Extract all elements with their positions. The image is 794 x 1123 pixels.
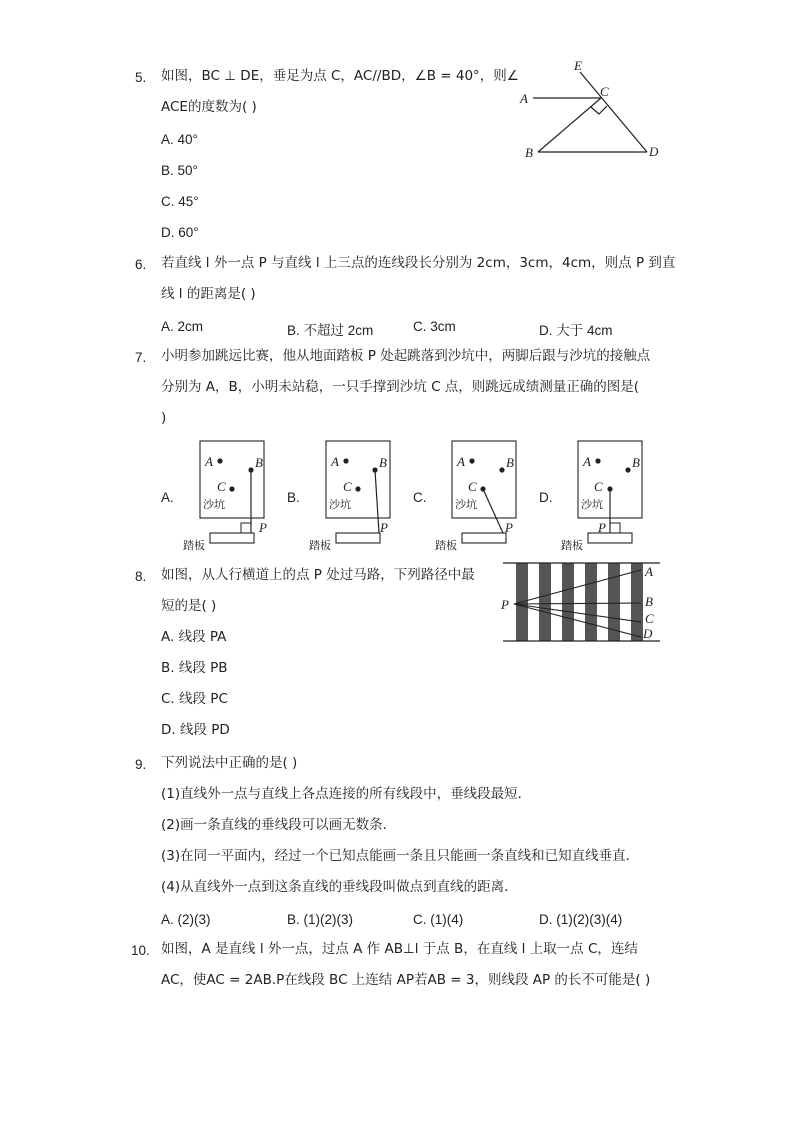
q8-number: 8. xyxy=(135,569,147,584)
q10-stem-line2: AC，使AC = 2AB.P在线段 BC 上连结 AP若AB = 3，则线段 AP 的长不可能是( ) xyxy=(161,972,651,988)
q8-option-d[interactable]: D. 线段 PD xyxy=(161,722,230,738)
q10-number: 10. xyxy=(131,943,150,958)
q7d-label-b: B xyxy=(632,455,640,470)
q7a-label-pit: 沙坑 xyxy=(203,498,225,511)
q7b-label-b: B xyxy=(379,455,387,470)
q5-label-e: E xyxy=(574,58,582,73)
q5-option-a[interactable]: A. 40° xyxy=(161,132,198,147)
q9-statement-1: (1)直线外一点与直线上各点连接的所有线段中，垂线段最短． xyxy=(161,786,532,802)
q5-stem-line2: ACE的度数为( ) xyxy=(161,99,257,115)
q10-stem-line1: 如图，A 是直线 l 外一点，过点 A 作 AB⊥l 于点 B，在直线 l 上取一点 C，连结 xyxy=(161,941,638,957)
q6-stem-line1: 若直线 l 外一点 P 与直线 l 上三点的连线段长分别为 2cm，3cm，4cm，则点 P 到直 xyxy=(161,255,676,271)
q6-option-a[interactable]: A. 2cm xyxy=(161,319,204,334)
q7b-label-c: C xyxy=(343,479,352,494)
q8-stem-line1: 如图，从人行横道上的点 P 处过马路，下列路径中最 xyxy=(161,567,475,583)
q5-label-b: B xyxy=(525,145,533,160)
q7d-label-board: 踏板 xyxy=(561,539,583,552)
q9-number: 9. xyxy=(135,757,147,772)
q7-option-d[interactable]: D. xyxy=(539,490,553,505)
q5-option-d[interactable]: D. 60° xyxy=(161,225,199,240)
q8-label-a: A xyxy=(645,564,653,579)
q6-option-b[interactable]: B. 不超过 2cm xyxy=(287,323,374,338)
q7d-label-pit: 沙坑 xyxy=(581,498,603,511)
q9-option-b[interactable]: B. (1)(2)(3) xyxy=(287,912,354,927)
q7c-label-c: C xyxy=(468,479,477,494)
q7c-label-p: P xyxy=(505,520,513,535)
q7-stem-line3: ) xyxy=(161,410,167,426)
q8-option-a[interactable]: A. 线段 PA xyxy=(161,629,227,645)
q8-stem-line2: 短的是( ) xyxy=(161,598,217,614)
q5-label-d: D xyxy=(649,144,659,159)
q7b-label-board: 踏板 xyxy=(309,539,331,552)
q7c-label-board: 踏板 xyxy=(435,539,457,552)
q7d-label-c: C xyxy=(594,479,603,494)
q5-number: 5. xyxy=(135,70,147,85)
q7a-label-c: C xyxy=(217,479,226,494)
q8-option-b[interactable]: B. 线段 PB xyxy=(161,660,228,676)
q7-option-c[interactable]: C. xyxy=(413,490,427,505)
q9-stem: 下列说法中正确的是( ) xyxy=(161,755,298,771)
q9-option-d[interactable]: D. (1)(2)(3)(4) xyxy=(539,912,623,927)
q7-option-a[interactable]: A. xyxy=(161,490,174,505)
q6-number: 6. xyxy=(135,257,147,272)
q7c-label-pit: 沙坑 xyxy=(455,498,477,511)
q7c-label-b: B xyxy=(506,455,514,470)
q9-option-c[interactable]: C. (1)(4) xyxy=(413,912,464,927)
q9-statement-4: (4)从直线外一点到这条直线的垂线段叫做点到直线的距离． xyxy=(161,879,518,895)
q8-segment-pb xyxy=(514,603,641,604)
q7a-label-p: P xyxy=(259,520,267,535)
q5-option-c[interactable]: C. 45° xyxy=(161,194,199,209)
q7-stem-line1: 小明参加跳远比赛，他从地面踏板 P 处起跳落到沙坑中，两脚后跟与沙坑的接触点 xyxy=(161,348,651,364)
q5-option-b[interactable]: B. 50° xyxy=(161,163,198,178)
q7d-label-p: P xyxy=(598,520,606,535)
q5-label-a: A xyxy=(520,91,528,106)
q7d-label-a: A xyxy=(583,454,591,469)
q7a-label-b: B xyxy=(255,455,263,470)
q8-label-p: P xyxy=(501,597,509,612)
q5-stem-line1: 如图，BC ⊥ DE，垂足为点 C，AC//BD，∠B = 40°，则∠ xyxy=(161,68,519,84)
q8-segment-pd xyxy=(514,604,641,637)
q9-statement-3: (3)在同一平面内，经过一个已知点能画一条且只能画一条直线和已知直线垂直． xyxy=(161,848,640,864)
q8-label-d: D xyxy=(643,626,653,641)
q7-option-b[interactable]: B. xyxy=(287,490,300,505)
q9-statement-2: (2)画一条直线的垂线段可以画无数条． xyxy=(161,817,397,833)
q8-label-b: B xyxy=(645,594,653,609)
q7a-label-a: A xyxy=(205,454,213,469)
q7b-label-p: P xyxy=(380,520,388,535)
q8-label-c: C xyxy=(645,611,654,626)
q8-option-c[interactable]: C. 线段 PC xyxy=(161,691,228,707)
q7b-label-a: A xyxy=(331,454,339,469)
q7-number: 7. xyxy=(135,350,147,365)
q5-label-c: C xyxy=(600,84,609,99)
q9-option-a[interactable]: A. (2)(3) xyxy=(161,912,211,927)
q7-stem-line2: 分别为 A，B，小明未站稳，一只手撑到沙坑 C 点，则跳远成绩测量正确的图是( xyxy=(161,379,640,395)
q7b-label-pit: 沙坑 xyxy=(329,498,351,511)
q8-segment-pa xyxy=(514,570,641,604)
q8-segment-pc xyxy=(514,604,641,622)
q6-stem-line2: 线 l 的距离是( ) xyxy=(161,286,256,302)
q6-option-d[interactable]: D. 大于 4cm xyxy=(539,323,613,338)
q7c-label-a: A xyxy=(457,454,465,469)
q7a-label-board: 踏板 xyxy=(183,539,205,552)
q6-option-c[interactable]: C. 3cm xyxy=(413,319,456,334)
